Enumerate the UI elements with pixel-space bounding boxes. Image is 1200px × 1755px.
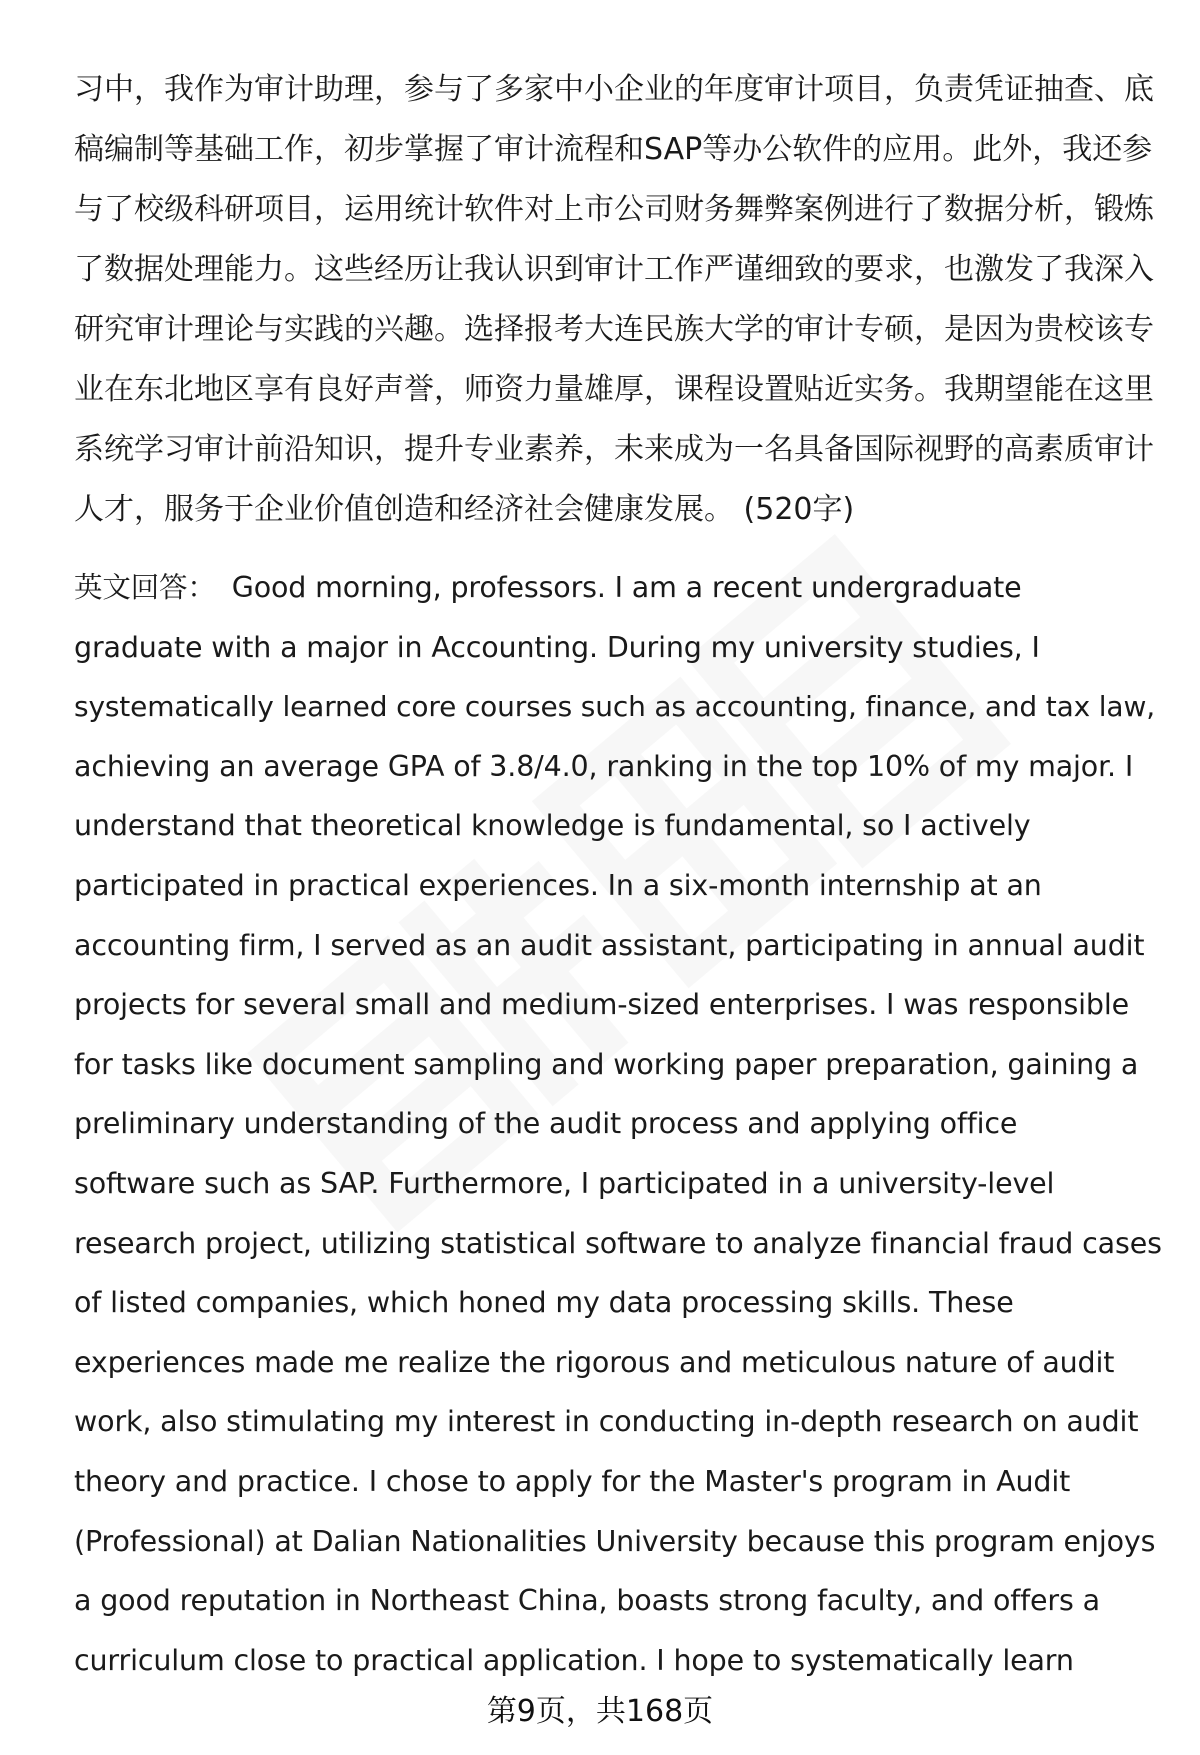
english-answer-line: graduate with a major in Accounting. During my university studies, I (74, 630, 1040, 664)
english-answer-line: (Professional) at Dalian Nationalities University because this program enjoys (74, 1524, 1156, 1558)
english-answer-line: projects for several small and medium-sized enterprises. I was responsible (74, 988, 1130, 1022)
chinese-answer-line: 习中，我作为审计助理，参与了多家中小企业的年度审计项目，负责凭证抽查、底 (74, 72, 1154, 107)
chinese-answer-line: 业在东北地区享有良好声誉，师资力量雄厚，课程设置贴近实务。我期望能在这里 (74, 372, 1154, 407)
english-answer-line: experiences made me realize the rigorous and meticulous nature of audit (74, 1345, 1115, 1379)
chinese-answer-line: 人才，服务于企业价值创造和经济社会健康发展。 (520字) (74, 492, 855, 527)
english-answer-line: software such as SAP. Furthermore, I participated in a university-level (74, 1166, 1055, 1200)
english-answer-line: preliminary understanding of the audit process and applying office (74, 1107, 1018, 1141)
english-answer-line: understand that theoretical knowledge is fundamental, so I actively (74, 809, 1031, 843)
english-answer-line: curriculum close to practical application. I hope to systematically learn (74, 1643, 1074, 1677)
english-answer-paragraph (74, 558, 1164, 1690)
chinese-answer-line: 稿编制等基础工作，初步掌握了审计流程和SAP等办公软件的应用。此外，我还参 (74, 132, 1153, 167)
english-answer-line: a good reputation in Northeast China, boasts strong faculty, and offers a (74, 1584, 1100, 1618)
chinese-answer-line: 系统学习审计前沿知识，提升专业素养，未来成为一名具备国际视野的高素质审计 (74, 432, 1154, 467)
page-number-footer: 第9页，共168页 (486, 1694, 714, 1729)
english-answer-line: Good morning, professors. I am a recent undergraduate (231, 571, 1022, 604)
english-answer-line: achieving an average GPA of 3.8/4.0, ranking in the top 10% of my major. I (74, 749, 1134, 783)
english-answer-line: of listed companies, which honed my data processing skills. These (74, 1286, 1014, 1320)
english-answer-line: participated in practical experiences. In a six-month internship at an (74, 868, 1042, 902)
english-answer-line: systematically learned core courses such as accounting, finance, and tax law, (74, 690, 1155, 724)
english-answer-line: research project, utilizing statistical software to analyze financial fraud cases (74, 1226, 1162, 1260)
chinese-answer-line: 与了校级科研项目，运用统计软件对上市公司财务舞弊案例进行了数据分析，锻炼 (74, 192, 1154, 227)
english-answer-line: work, also stimulating my interest in conducting in-depth research on audit (74, 1405, 1139, 1439)
english-answer-line: theory and practice. I chose to apply for the Master's program in Audit (74, 1464, 1071, 1498)
english-answer-first-line (74, 558, 1164, 618)
chinese-answer-line: 研究审计理论与实践的兴趣。选择报考大连民族大学的审计专硕，是因为贵校该专 (74, 312, 1154, 347)
english-answer-label: 英文回答： (74, 571, 216, 604)
chinese-answer-paragraph (74, 60, 1154, 540)
english-answer-line: for tasks like document sampling and working paper preparation, gaining a (74, 1047, 1139, 1081)
chinese-answer-line: 了数据处理能力。这些经历让我认识到审计工作严谨细致的要求，也激发了我深入 (74, 252, 1154, 287)
english-answer-line: accounting firm, I served as an audit assistant, participating in annual audit (74, 928, 1145, 962)
